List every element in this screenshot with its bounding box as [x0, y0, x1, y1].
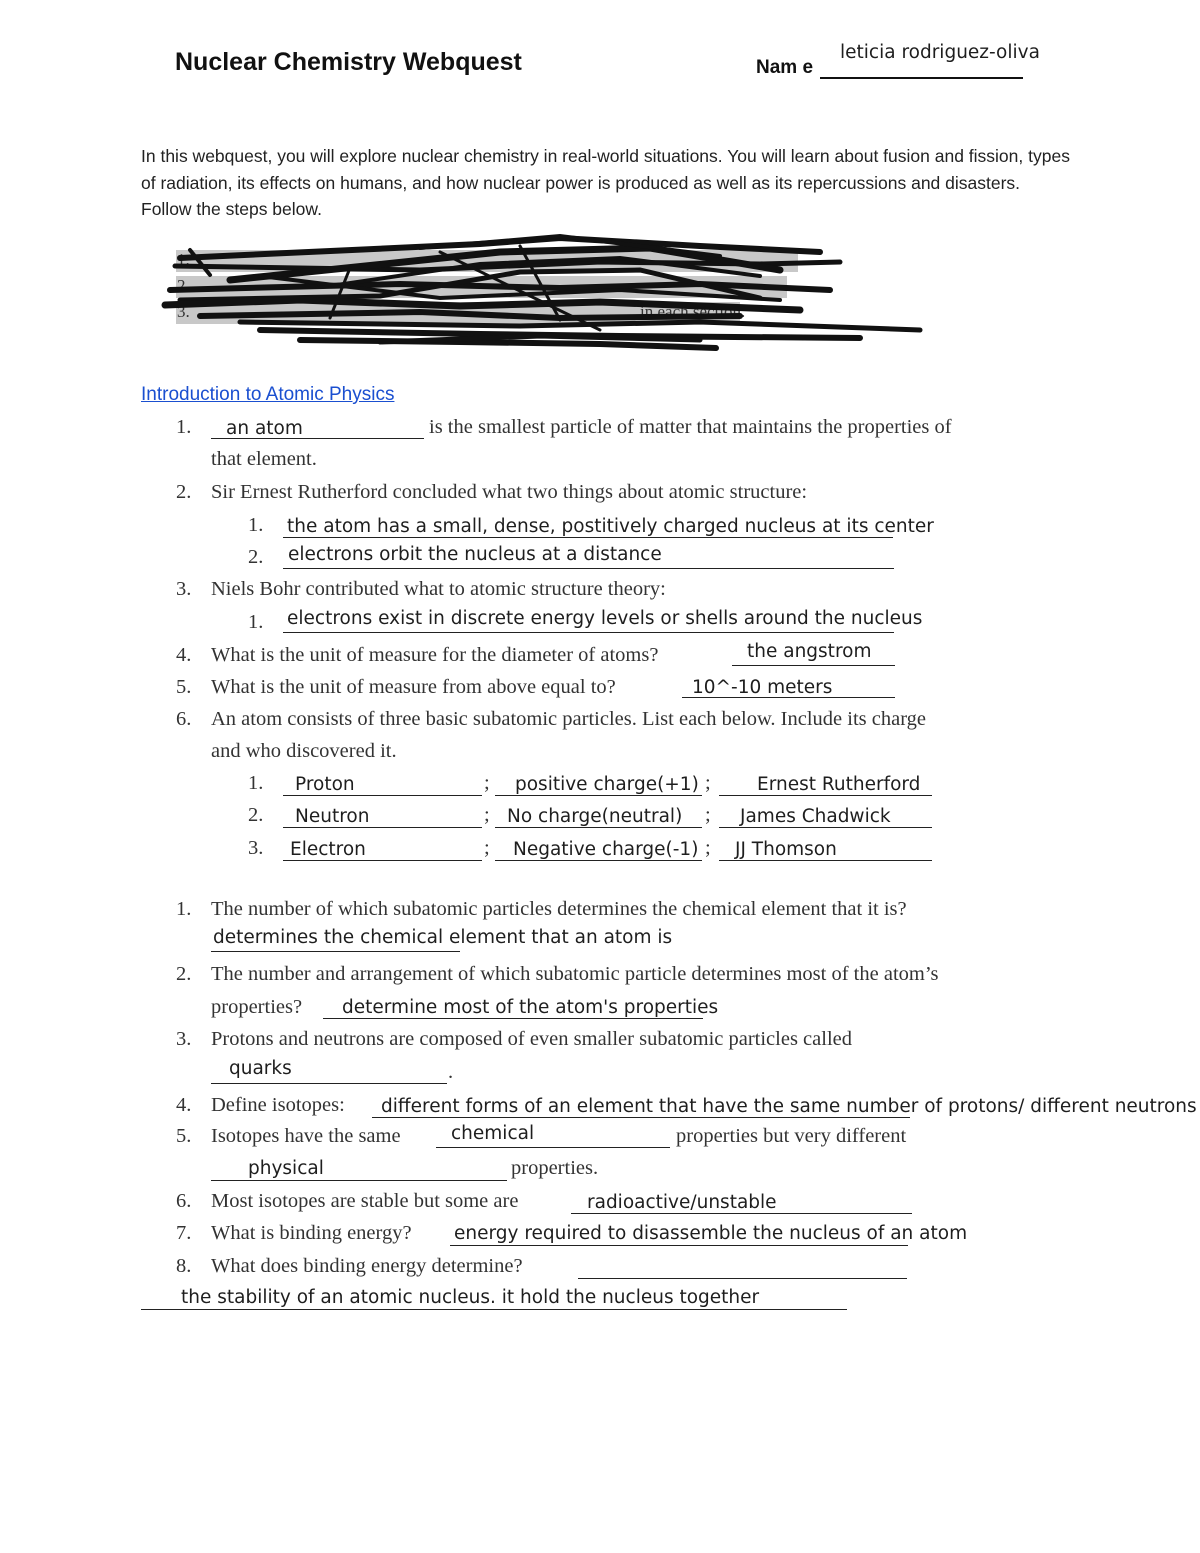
answer-underline — [283, 795, 482, 796]
intro-paragraph: In this webquest, you will explore nuclear chemistry in real-world situations. You will learn about fusion and fission, types of radiation, its effects on humans, and how nuclear power is produced as well as its repercussions and disasters. Follow the steps below. — [141, 146, 1070, 219]
sub-number: 2. — [248, 546, 264, 568]
separator: ; — [484, 804, 490, 826]
answer-bohr[interactable]: electrons exist in discrete energy levels or shells around the nucleus — [287, 608, 923, 629]
answer-protons[interactable]: determines the chemical element that an atom is — [213, 927, 673, 948]
answer-discoverer[interactable]: James Chadwick — [740, 806, 891, 827]
question-text: and who discovered it. — [211, 740, 397, 762]
question-number: 3. — [176, 578, 192, 600]
document-title: Nuclear Chemistry Webquest — [175, 48, 522, 76]
answer-underline — [141, 1309, 847, 1310]
answer-underline — [732, 665, 895, 666]
answer-underline — [495, 860, 702, 861]
question-text: The number and arrangement of which subatomic particle determines most of the atom’s — [211, 963, 939, 985]
answer-underline — [719, 860, 932, 861]
sub-number: 1. — [248, 514, 264, 536]
question-text: that element. — [211, 448, 317, 470]
answer-underline — [323, 1018, 703, 1019]
answer-binding-energy[interactable]: energy required to disassemble the nucleus of an atom — [454, 1223, 968, 1244]
question-text: The number of which subatomic particles determines the chemical element that it is? — [211, 898, 907, 920]
punctuation: . — [448, 1061, 454, 1083]
question-text: Niels Bohr contributed what to atomic structure theory: — [211, 578, 666, 600]
question-number: 5. — [176, 1125, 192, 1147]
question-text: Most isotopes are stable but some are — [211, 1190, 519, 1212]
answer-underline — [571, 1213, 912, 1214]
answer-isotopes[interactable]: different forms of an element that have the same number of protons/ different neutrons — [381, 1096, 1197, 1117]
separator: ; — [484, 772, 490, 794]
answer-underline — [283, 568, 894, 569]
answer-underline — [436, 1147, 670, 1148]
answer-underline — [495, 827, 702, 828]
answer-underline — [719, 827, 932, 828]
answer-underline — [211, 438, 424, 439]
step-number: 2. — [177, 276, 190, 295]
question-text: Sir Ernest Rutherford concluded what two things about atomic structure: — [211, 481, 808, 503]
question-text: is the smallest particle of matter that maintains the properties of — [429, 416, 952, 438]
separator: ; — [705, 772, 711, 794]
question-number: 1. — [176, 416, 192, 438]
answer-underline — [283, 860, 482, 861]
question-number: 6. — [176, 708, 192, 730]
scribble-redaction — [0, 0, 1200, 400]
question-text: What is binding energy? — [211, 1222, 412, 1244]
question-text: properties. — [511, 1157, 599, 1179]
question-text: properties but very different — [676, 1125, 907, 1147]
separator: ; — [484, 837, 490, 859]
question-text: What is the unit of measure from above equal to? — [211, 676, 616, 698]
answer-quarks[interactable]: quarks — [229, 1058, 292, 1079]
question-number: 5. — [176, 676, 192, 698]
answer-charge[interactable]: Negative charge(-1) — [513, 839, 699, 860]
answer-underline — [211, 951, 460, 952]
answer-underline — [211, 1180, 507, 1181]
answer-underline — [283, 827, 482, 828]
name-label: Nam e — [756, 57, 814, 78]
sub-number: 3. — [248, 837, 264, 859]
answer-underline — [495, 795, 702, 796]
answer-underline — [372, 1117, 910, 1118]
answer-underline — [719, 795, 932, 796]
question-number: 1. — [176, 898, 192, 920]
answer-chemical[interactable]: chemical — [451, 1123, 535, 1144]
answer-underline — [450, 1245, 908, 1246]
answer-angstrom[interactable]: the angstrom — [747, 641, 872, 662]
answer-discoverer[interactable]: JJ Thomson — [735, 839, 837, 860]
question-text: What does binding energy determine? — [211, 1255, 523, 1277]
question-number: 3. — [176, 1028, 192, 1050]
question-number: 6. — [176, 1190, 192, 1212]
separator: ; — [705, 837, 711, 859]
answer-underline — [283, 632, 894, 633]
step-tail-text: in each section. — [640, 302, 746, 321]
question-number: 2. — [176, 963, 192, 985]
sub-number: 1. — [248, 611, 264, 633]
answer-particle[interactable]: Proton — [295, 774, 355, 795]
question-number: 7. — [176, 1222, 192, 1244]
question-number: 4. — [176, 644, 192, 666]
question-text: What is the unit of measure for the diameter of atoms? — [211, 644, 659, 666]
sub-number: 2. — [248, 804, 264, 826]
question-number: 8. — [176, 1255, 192, 1277]
answer-binding-determines[interactable]: the stability of an atomic nucleus. it hold the nucleus together — [181, 1287, 760, 1308]
answer-rutherford-1[interactable]: the atom has a small, dense, postitively charged nucleus at its center — [287, 516, 934, 537]
answer-physical[interactable]: physical — [248, 1158, 324, 1179]
answer-electrons[interactable]: determine most of the atom's properties — [342, 997, 719, 1018]
section-link-atomic-physics[interactable]: Introduction to Atomic Physics — [141, 384, 395, 405]
answer-charge[interactable]: No charge(neutral) — [507, 806, 683, 827]
name-field[interactable]: leticia rodriguez-oliva — [840, 42, 1040, 63]
answer-radioactive[interactable]: radioactive/unstable — [587, 1192, 777, 1213]
question-number: 4. — [176, 1094, 192, 1116]
question-text: properties? — [211, 996, 303, 1018]
question-text: An atom consists of three basic subatomic particles. List each below. Include its charge — [211, 708, 927, 730]
answer-underline — [211, 1083, 447, 1084]
question-text: Isotopes have the same — [211, 1125, 401, 1147]
sub-number: 1. — [248, 772, 264, 794]
question-number: 2. — [176, 481, 192, 503]
answer-particle[interactable]: Neutron — [295, 806, 370, 827]
step-number: 1. — [177, 250, 190, 269]
answer-atom[interactable]: an atom — [226, 418, 303, 439]
question-text: Protons and neutrons are composed of even smaller subatomic particles called — [211, 1028, 852, 1050]
step-number: 3. — [177, 302, 190, 321]
answer-underline — [283, 537, 893, 538]
separator: ; — [705, 804, 711, 826]
answer-underline — [578, 1278, 907, 1279]
answer-meters[interactable]: 10^-10 meters — [692, 677, 833, 698]
answer-discoverer[interactable]: Ernest Rutherford — [757, 774, 921, 795]
answer-underline — [682, 697, 895, 698]
answer-particle[interactable]: Electron — [290, 839, 366, 860]
answer-rutherford-2[interactable]: electrons orbit the nucleus at a distance — [288, 544, 662, 565]
question-text: Define isotopes: — [211, 1094, 345, 1116]
answer-charge[interactable]: positive charge(+1) — [515, 774, 699, 795]
